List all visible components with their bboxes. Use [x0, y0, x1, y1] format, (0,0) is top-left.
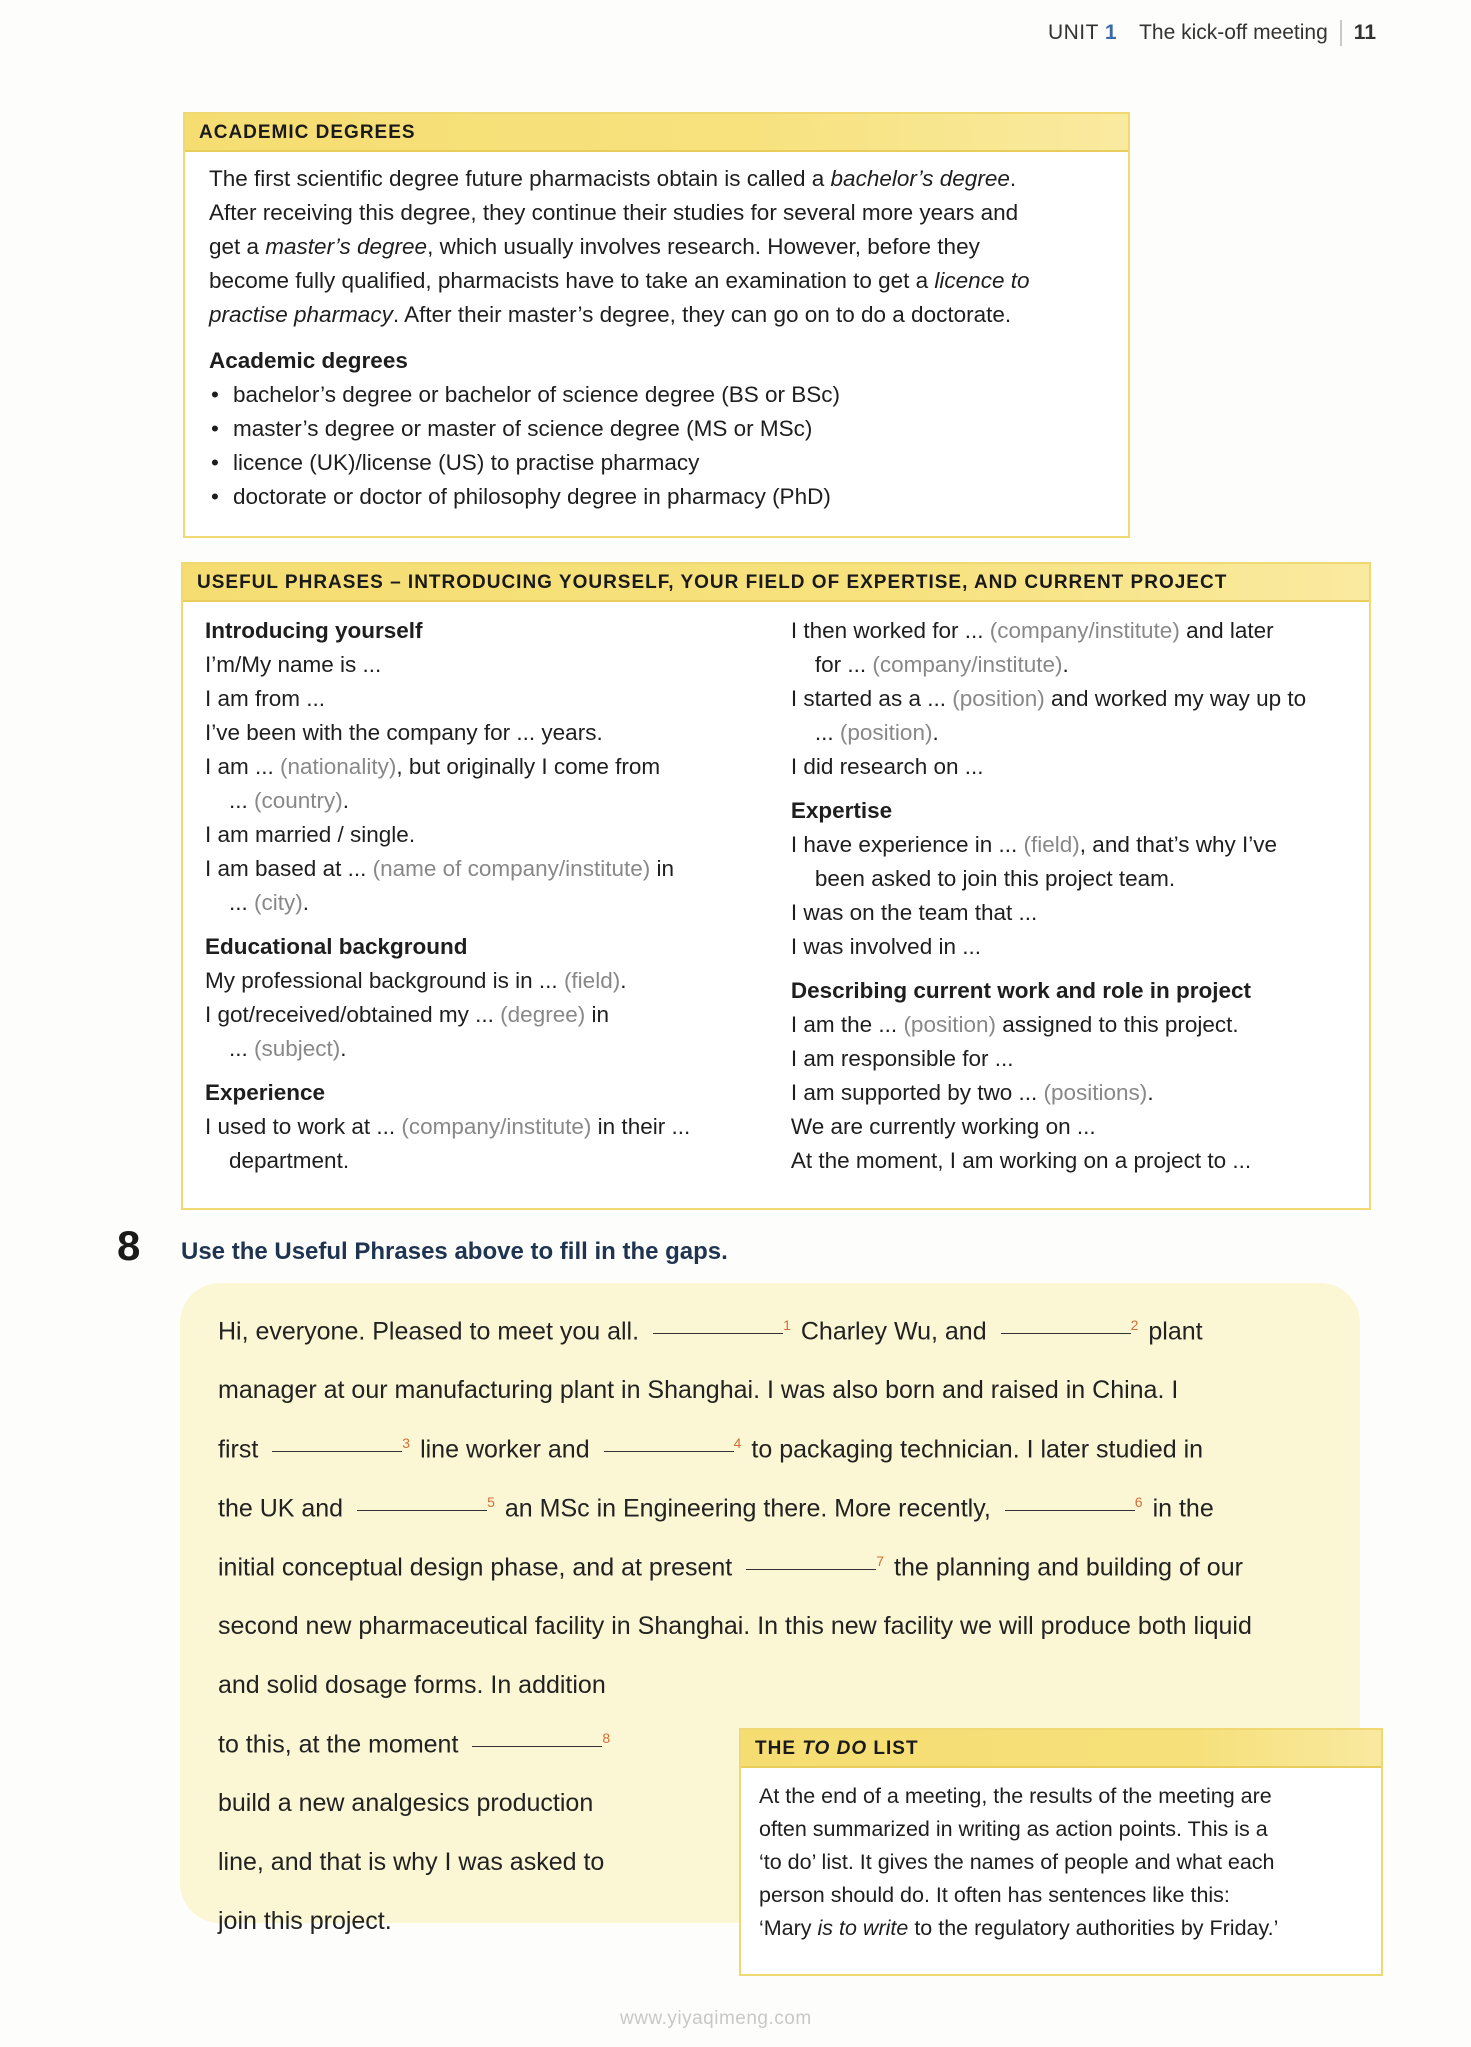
- answer-blank[interactable]: [357, 1509, 487, 1511]
- phrase-run: .: [1147, 1080, 1154, 1105]
- phrase-section-heading: Describing current work and role in project: [790, 978, 1251, 1003]
- phrase-line: [791, 1042, 1347, 1076]
- phrase-run: (company/institute): [401, 1114, 592, 1139]
- phrase-run: I then worked for ...: [790, 618, 990, 643]
- phrase-line: [205, 648, 791, 682]
- phrase-line: [205, 682, 791, 716]
- gap-number: 6: [1134, 1494, 1143, 1510]
- phrase-line: [791, 896, 1347, 930]
- phrase-run: We are currently working on ...: [790, 1114, 1096, 1139]
- unit-label: UNIT 1: [1047, 21, 1118, 44]
- phrase-section-heading: Experience: [205, 1080, 326, 1105]
- todo-run: ‘to do’ list. It gives the names of people and what each: [759, 1850, 1275, 1874]
- phrases-column-right: [791, 614, 1347, 1178]
- gap-fill-line: [218, 1376, 1178, 1405]
- paragraph-run: practise pharmacy: [209, 302, 393, 327]
- phrase-run: My professional background is in ...: [205, 968, 564, 993]
- phrase-run: in: [650, 856, 674, 881]
- phrase-run: I am ...: [205, 754, 281, 779]
- gap-text-run: manager at our manufacturing plant in Shanghai. I was also born and raised in China. I: [218, 1376, 1179, 1404]
- paragraph-run: get a: [209, 234, 266, 259]
- gap-fill-line: [218, 1612, 1252, 1641]
- phrase-section: [791, 794, 1347, 964]
- phrase-line: [791, 614, 1347, 682]
- header-divider: [1340, 20, 1342, 46]
- paragraph-run: The first scientific degree future pharmacists obtain is called a: [209, 166, 831, 191]
- gap-text-run: line, and that is why I was asked to: [218, 1848, 605, 1876]
- watermark: www.yiyaqimeng.com: [620, 2008, 812, 2029]
- phrase-run: ...: [814, 720, 840, 745]
- phrase-run: for ...: [814, 652, 873, 677]
- phrase-line: [205, 818, 791, 852]
- paragraph-run: After receiving this degree, they continue their studies for several more years and: [209, 200, 1019, 225]
- gap-text-run: to this, at the moment: [218, 1730, 459, 1759]
- phrase-run: and worked my way up to: [1044, 686, 1307, 711]
- phrase-run: ...: [229, 1036, 255, 1061]
- phrase-line: [791, 1076, 1347, 1110]
- gap-fill-line: [218, 1730, 620, 1759]
- phrase-run: .: [1062, 652, 1069, 677]
- academic-degrees-paragraph: [209, 162, 1104, 332]
- phrase-run: I am responsible for ...: [790, 1046, 1014, 1071]
- gap-text-run: the UK and: [218, 1494, 344, 1523]
- todo-run: At the end of a meeting, the results of the meeting are: [759, 1784, 1272, 1808]
- phrase-run: I started as a ...: [790, 686, 953, 711]
- answer-blank[interactable]: [604, 1450, 734, 1452]
- gap-number: 1: [783, 1317, 791, 1333]
- phrase-run: department.: [229, 1148, 350, 1173]
- phrase-run: (field): [1023, 832, 1080, 857]
- phrase-line: [791, 682, 1347, 750]
- phrase-run: I am from ...: [205, 686, 326, 711]
- todo-run: to the regulatory authorities by Friday.’: [908, 1916, 1279, 1940]
- todo-list-heading: [741, 1730, 1381, 1768]
- answer-blank[interactable]: [653, 1332, 783, 1334]
- todo-list-paragraph: [759, 1780, 1363, 1945]
- phrase-section: [791, 974, 1347, 1178]
- phrases-column-left: [205, 614, 791, 1178]
- phrase-run: (field): [563, 968, 621, 993]
- phrase-line: [791, 1110, 1347, 1144]
- phrase-run: .: [620, 968, 627, 993]
- answer-blank[interactable]: [746, 1568, 876, 1570]
- phrase-run: (name of company/institute): [372, 856, 651, 881]
- degree-list-item: • master’s degree or master of science degree (MS or MSc): [209, 412, 1104, 446]
- phrase-run: ...: [229, 788, 255, 813]
- phrase-line: [791, 1008, 1347, 1042]
- gap-fill-line: [218, 1317, 1203, 1346]
- paragraph-run: licence to: [934, 268, 1030, 293]
- phrase-run: (position): [952, 686, 1045, 711]
- page-number: 11: [1353, 21, 1376, 44]
- phrase-run: , but originally I come from: [396, 754, 661, 779]
- phrase-run: I have experience in ...: [790, 832, 1024, 857]
- gap-fill-line: [218, 1907, 392, 1936]
- academic-degrees-box: [183, 112, 1130, 538]
- phrase-section: [205, 614, 791, 920]
- gap-text-run: build a new analgesics production: [218, 1789, 594, 1817]
- phrase-section: [791, 614, 1347, 784]
- gap-fill-line: [218, 1494, 1214, 1523]
- gap-text-run: Hi, everyone. Pleased to meet you all.: [218, 1317, 640, 1346]
- exercise-number: 8: [117, 1222, 141, 1269]
- exercise-instruction: Use the Useful Phrases above to fill in the gaps.: [181, 1238, 728, 1265]
- phrase-line: [205, 750, 791, 818]
- paragraph-run: . After their master’s degree, they can go on to do a doctorate.: [392, 302, 1012, 327]
- academic-degrees-subheading: Academic degrees: [209, 348, 408, 373]
- useful-phrases-heading: USEFUL PHRASES – INTRODUCING YOURSELF, YOUR FIELD OF EXPERTISE, AND CURRENT PROJECT: [183, 564, 1369, 602]
- phrase-run: I was involved in ...: [790, 934, 981, 959]
- phrase-run: assigned to this project.: [995, 1012, 1239, 1037]
- phrase-run: I did research on ...: [790, 754, 984, 779]
- phrase-run: I’ve been with the company for ... years.: [205, 720, 603, 745]
- phrase-run: (company/institute): [872, 652, 1063, 677]
- phrase-line: [791, 750, 1347, 784]
- degree-list-item: • licence (UK)/license (US) to practise pharmacy: [209, 446, 1104, 480]
- phrase-line: [205, 998, 791, 1066]
- gap-text-run: and solid dosage forms. In addition: [218, 1671, 606, 1699]
- paragraph-run: become fully qualified, pharmacists have to take an examination to get a: [209, 268, 935, 293]
- phrase-run: (nationality): [280, 754, 397, 779]
- todo-run: is to write: [817, 1916, 909, 1940]
- phrase-line: [205, 852, 791, 920]
- answer-blank[interactable]: [1001, 1332, 1131, 1334]
- chapter-title: The kick-off meeting: [1139, 21, 1328, 44]
- phrase-run: .: [342, 788, 350, 813]
- gap-text-run: the planning and building of our: [894, 1553, 1243, 1582]
- phrase-section: [205, 1076, 791, 1178]
- gap-fill-line: [218, 1671, 606, 1700]
- phrase-run: (position): [839, 720, 933, 745]
- gap-fill-line: [218, 1848, 604, 1877]
- phrase-section: [205, 930, 791, 1066]
- phrase-line: [791, 930, 1347, 964]
- phrase-run: I am supported by two ...: [790, 1080, 1044, 1105]
- todo-heading-run: TO DO: [802, 1738, 868, 1759]
- phrase-run: (degree): [500, 1002, 586, 1027]
- page-header: [1048, 20, 1376, 46]
- gap-text-run: second new pharmaceutical facility in Shanghai. In this new facility we will produce both liquid: [218, 1612, 1252, 1640]
- todo-run: person should do. It often has sentences like this:: [759, 1883, 1230, 1907]
- phrase-run: (subject): [254, 1036, 341, 1061]
- todo-run: often summarized in writing as action points. This is a: [759, 1817, 1268, 1841]
- phrase-section-heading: Expertise: [790, 798, 893, 823]
- useful-phrases-box: [181, 562, 1371, 1210]
- gap-fill-line: [218, 1435, 1203, 1464]
- phrase-run: .: [340, 1036, 347, 1061]
- phrase-run: (position): [903, 1012, 996, 1037]
- gap-text-run: join this project.: [218, 1907, 392, 1935]
- phrase-run: .: [302, 890, 310, 915]
- gap-text-run: line worker and: [420, 1435, 590, 1464]
- phrase-line: [205, 716, 791, 750]
- phrase-run: in: [585, 1002, 609, 1027]
- phrase-run: been asked to join this project team.: [814, 866, 1176, 891]
- phrase-run: I used to work at ...: [205, 1114, 402, 1139]
- phrase-run: .: [932, 720, 939, 745]
- todo-list-box: [739, 1728, 1383, 1976]
- phrase-run: At the moment, I am working on a project to ...: [790, 1148, 1252, 1173]
- todo-heading-run: LIST: [867, 1738, 919, 1759]
- gap-number: 7: [876, 1553, 885, 1569]
- gap-number: 5: [487, 1494, 495, 1510]
- paragraph-run: .: [1009, 166, 1017, 191]
- todo-run: ‘Mary: [759, 1916, 818, 1940]
- gap-text-run: to packaging technician. I later studied in: [751, 1435, 1204, 1464]
- phrase-section-heading: Educational background: [205, 934, 468, 959]
- phrase-run: I am the ...: [790, 1012, 904, 1037]
- gap-number: 8: [602, 1730, 611, 1746]
- phrase-line: [791, 1144, 1347, 1178]
- phrase-line: [205, 1110, 791, 1178]
- phrase-run: I’m/My name is ...: [205, 652, 382, 677]
- gap-number: 2: [1130, 1317, 1139, 1333]
- phrase-run: I was on the team that ...: [790, 900, 1038, 925]
- phrase-line: [205, 964, 791, 998]
- paragraph-run: , which usually involves research. However, before they: [427, 234, 980, 259]
- answer-blank[interactable]: [472, 1745, 602, 1747]
- gap-text-run: Charley Wu, and: [800, 1317, 987, 1346]
- paragraph-run: bachelor’s degree: [830, 166, 1010, 191]
- gap-text-run: initial conceptual design phase, and at present: [218, 1553, 733, 1582]
- phrase-run: (country): [254, 788, 343, 813]
- phrase-line: [791, 828, 1347, 896]
- phrase-run: I am based at ...: [205, 856, 373, 881]
- phrase-run: I am married / single.: [205, 822, 416, 847]
- gap-text-run: in the: [1152, 1494, 1214, 1523]
- gap-fill-line: [218, 1553, 1243, 1582]
- phrase-run: ...: [229, 890, 255, 915]
- gap-number: 3: [402, 1435, 411, 1451]
- academic-degrees-list: [209, 378, 1104, 514]
- phrase-run: , and that’s why I’ve: [1079, 832, 1277, 857]
- answer-blank[interactable]: [1005, 1509, 1135, 1511]
- gap-text-run: first: [218, 1435, 259, 1464]
- todo-heading-run: THE: [755, 1738, 803, 1759]
- gap-text-run: plant: [1148, 1317, 1203, 1346]
- phrase-run: in their ...: [591, 1114, 691, 1139]
- answer-blank[interactable]: [272, 1450, 402, 1452]
- gap-number: 4: [733, 1435, 742, 1451]
- phrase-run: and later: [1179, 618, 1274, 643]
- gap-fill-line: [218, 1789, 593, 1818]
- degree-list-item: • bachelor’s degree or bachelor of science degree (BS or BSc): [209, 378, 1104, 412]
- academic-degrees-heading: ACADEMIC DEGREES: [185, 114, 1128, 152]
- phrase-run: (city): [254, 890, 303, 915]
- phrase-run: I got/received/obtained my ...: [205, 1002, 501, 1027]
- gap-text-run: an MSc in Engineering there. More recently,: [504, 1494, 991, 1523]
- paragraph-run: master’s degree: [265, 234, 428, 259]
- degree-list-item: • doctorate or doctor of philosophy degree in pharmacy (PhD): [209, 480, 1104, 514]
- phrase-section-heading: Introducing yourself: [205, 618, 423, 643]
- phrase-run: (company/institute): [989, 618, 1180, 643]
- phrase-run: (positions): [1043, 1080, 1148, 1105]
